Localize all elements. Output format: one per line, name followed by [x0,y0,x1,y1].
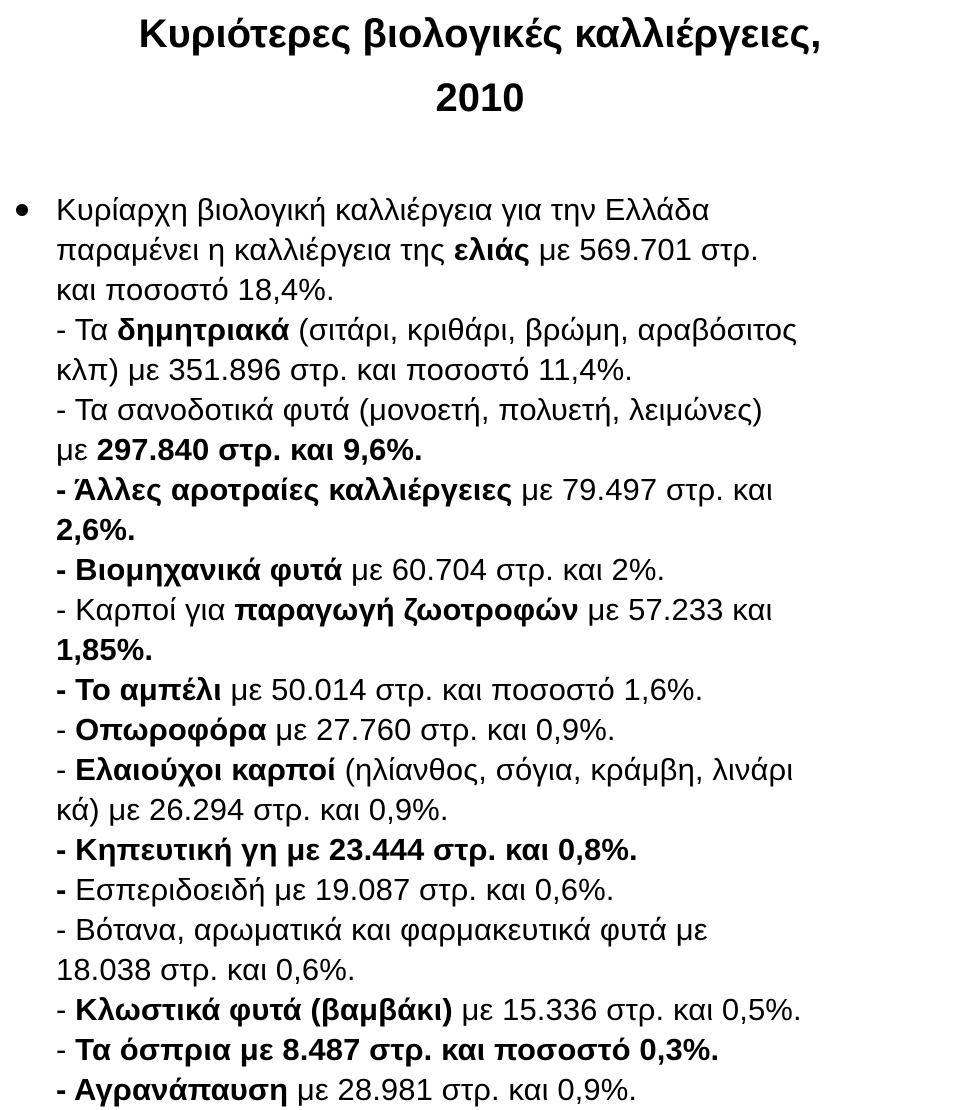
bold-text-segment: Κλωστικά φυτά (βαμβάκι) [75,992,453,1027]
text-line-8 [56,470,956,510]
text-segment: - Καρποί για [56,592,235,627]
text-segment: παραμένει η καλλιέργεια της [56,232,454,267]
text-segment: - Βότανα, αρωματικά και φαρμακευτικά φυτά με [56,912,708,947]
text-line-20 [56,950,956,990]
text-segment: 18.038 στρ. και 0,6%. [56,952,356,987]
text-segment: με [56,432,97,467]
text-line-1 [56,190,956,230]
bold-text-segment: 1,85%. [56,632,154,667]
text-line-21 [56,990,956,1030]
bullet-text [56,190,956,1110]
slide-title-line-1: Κυριότερες βιολογικές καλλιέργειες, [138,12,822,56]
bold-text-segment: - Βιομηχανικά φυτά [56,552,343,587]
text-segment: με 569.701 στρ. [530,232,759,267]
text-segment: - Τα [56,312,117,347]
text-segment: - [56,1032,76,1067]
text-line-16 [56,790,956,830]
text-line-15 [56,750,956,790]
bold-text-segment: - Το αμπέλι [56,672,222,707]
text-segment: Εσπεριδοειδή με 19.087 στρ. και 0,6%. [75,872,615,907]
text-line-7 [56,430,956,470]
text-line-2 [56,230,956,270]
text-segment: - [56,752,76,787]
text-segment: - [56,712,76,747]
bold-text-segment: 297.840 στρ. και 9,6%. [96,432,423,467]
text-line-18 [56,870,956,910]
text-line-6 [56,390,956,430]
bold-text-segment: Τα όσπρια με 8.487 στρ. και ποσοστό 0,3%. [75,1032,720,1067]
bold-text-segment: παραγωγή ζωοτροφών [234,592,579,627]
text-segment: (σιτάρι, κριθάρι, βρώμη, αραβόσιτος [289,312,798,347]
text-line-11 [56,590,956,630]
slide-title [0,0,960,130]
text-line-19 [56,910,956,950]
bold-text-segment: - Αγρανάπαυση [56,1072,289,1107]
text-line-9 [56,510,956,550]
text-segment: κά) με 26.294 στρ. και 0,9%. [56,792,449,827]
text-segment: - Τα σανοδοτικά φυτά (μονοετή, πολυετή, λειμώνες) [56,392,763,427]
text-segment: με 15.336 στρ. και 0,5%. [452,992,802,1027]
bold-text-segment: ελιάς [453,232,530,267]
text-line-3 [56,270,956,310]
text-segment: με 79.497 στρ. και [512,472,773,507]
text-segment: με 50.014 στρ. και ποσοστό 1,6%. [221,672,704,707]
text-line-14 [56,710,956,750]
text-line-12 [56,630,956,670]
bold-text-segment: - Άλλες αροτραίες καλλιέργειες [56,472,513,507]
text-segment: και ποσοστό 18,4%. [56,272,335,307]
bold-text-segment: - Κηπευτική γη με 23.444 στρ. και 0,8%. [56,832,638,867]
text-line-22 [56,1030,956,1070]
text-segment: - [56,992,76,1027]
text-segment: με 60.704 στρ. και 2%. [342,552,666,587]
text-segment: με 28.981 στρ. και 0,9%. [288,1072,638,1107]
bold-text-segment: Ελαιούχοι καρποί [75,752,336,787]
text-segment: (ηλίανθος, σόγια, κράμβη, λινάρι [335,752,794,787]
text-segment: Κυρίαρχη βιολογική καλλιέργεια για την Ελλάδα [56,192,710,227]
text-line-10 [56,550,956,590]
text-line-17 [56,830,956,870]
bold-text-segment: Οπωροφόρα [75,712,267,747]
slide-title-line-2: 2010 [435,76,525,120]
text-line-5 [56,350,956,390]
text-segment: κλπ) με 351.896 στρ. και ποσοστό 11,4%. [56,352,633,387]
bold-text-segment: 2,6%. [56,512,136,547]
bold-text-segment: δημητριακά [116,312,290,347]
text-segment: με 27.760 στρ. και 0,9%. [266,712,616,747]
text-line-23 [56,1070,956,1110]
text-line-13 [56,670,956,710]
text-line-4 [56,310,956,350]
bold-text-segment: - [56,872,76,907]
text-segment: με 57.233 και [578,592,773,627]
bullet-dot-icon [16,204,28,216]
